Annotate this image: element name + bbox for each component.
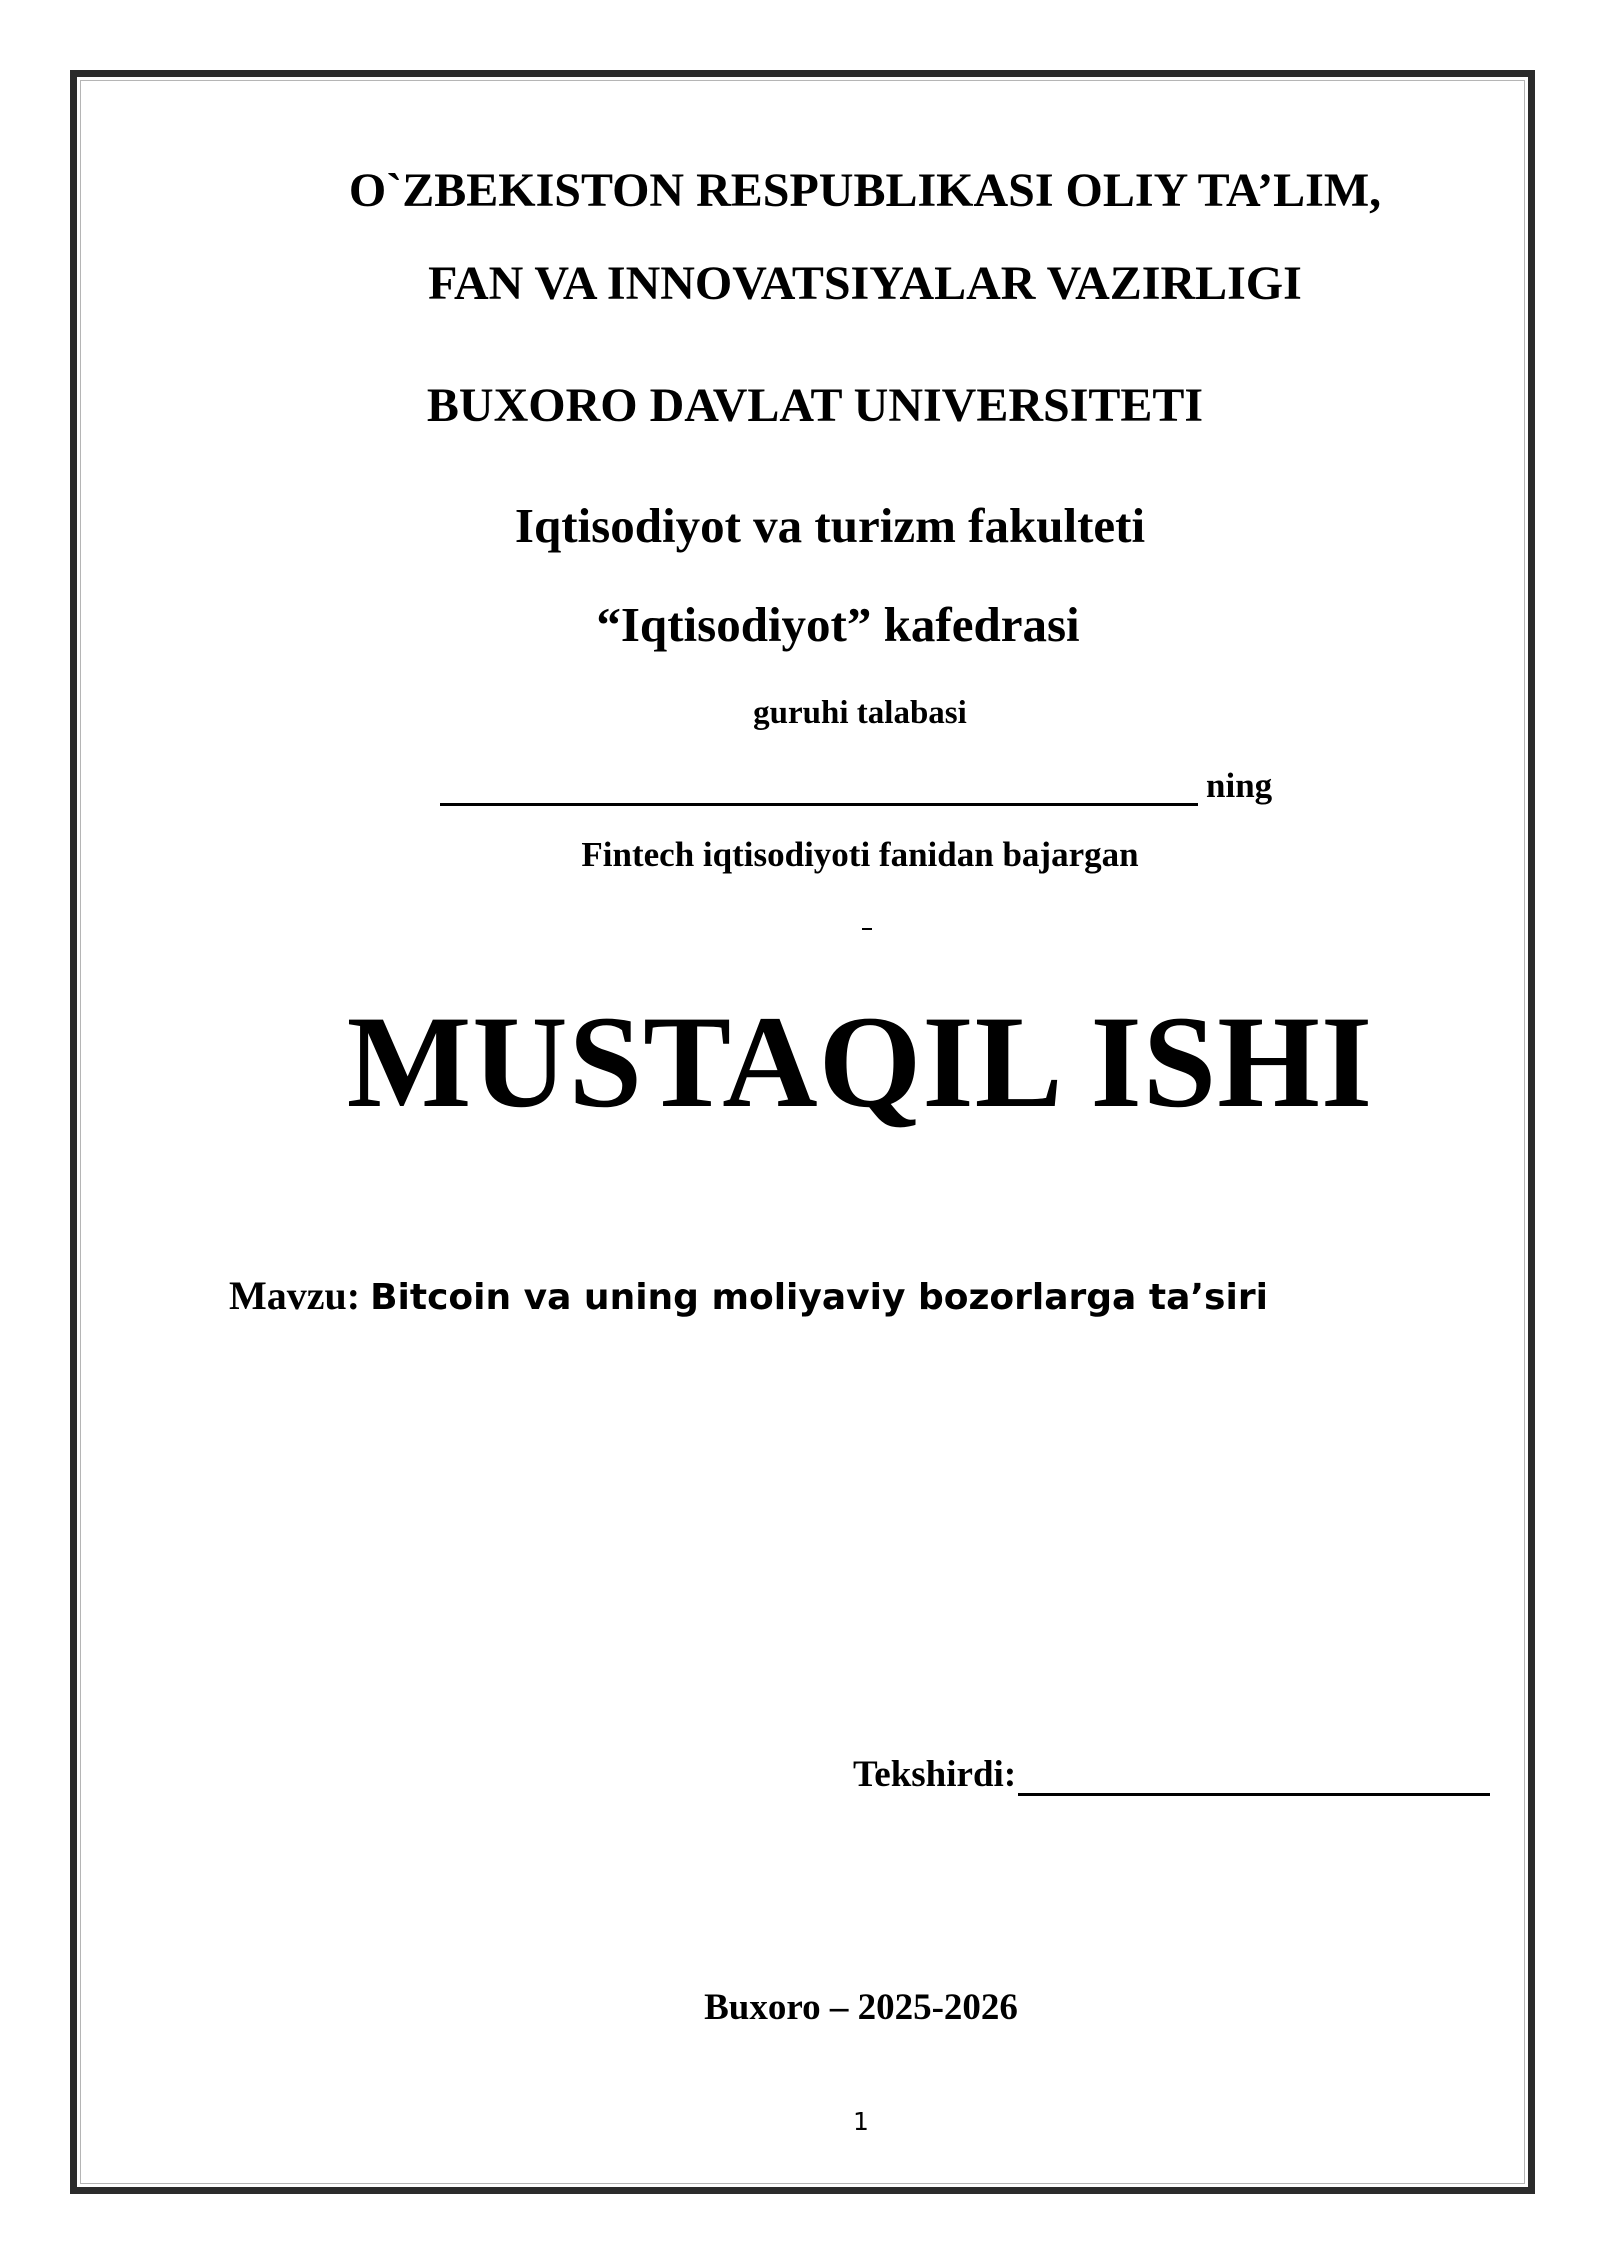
student-name-blank [440, 769, 1198, 806]
small-dash-mark [862, 928, 872, 930]
subject-line: Fintech iqtisodiyoti fanidan bajargan [581, 835, 1139, 874]
topic-label: Mavzu: [229, 1273, 361, 1318]
department-name: “Iqtisodiyot” kafedrasi [596, 597, 1080, 652]
topic-value: Bitcoin va uning moliyaviy bozorlarga ta’siri [370, 1277, 1268, 1318]
checker-row [853, 1753, 1490, 1796]
checker-label: Tekshirdi: [853, 1754, 1017, 1795]
topic-row [229, 1272, 1268, 1319]
ministry-line-2: FAN VA INNOVATSIYALAR VAZIRLIGI [428, 257, 1302, 310]
group-student-label: guruhi talabasi [753, 695, 967, 731]
city-year: Buxoro – 2025-2026 [704, 1987, 1018, 2028]
student-suffix: ning [1206, 766, 1273, 805]
university-name: BUXORO DAVLAT UNIVERSITETI [426, 379, 1204, 432]
checker-name-blank [1018, 1759, 1490, 1796]
page-number: 1 [853, 2107, 869, 2136]
faculty-name: Iqtisodiyot va turizm fakulteti [514, 498, 1146, 553]
student-name-row [440, 766, 1272, 806]
document-type-title: MUSTAQIL ISHI [346, 988, 1374, 1135]
ministry-line-1: O`ZBEKISTON RESPUBLIKASI OLIY TA’LIM, [348, 164, 1382, 217]
